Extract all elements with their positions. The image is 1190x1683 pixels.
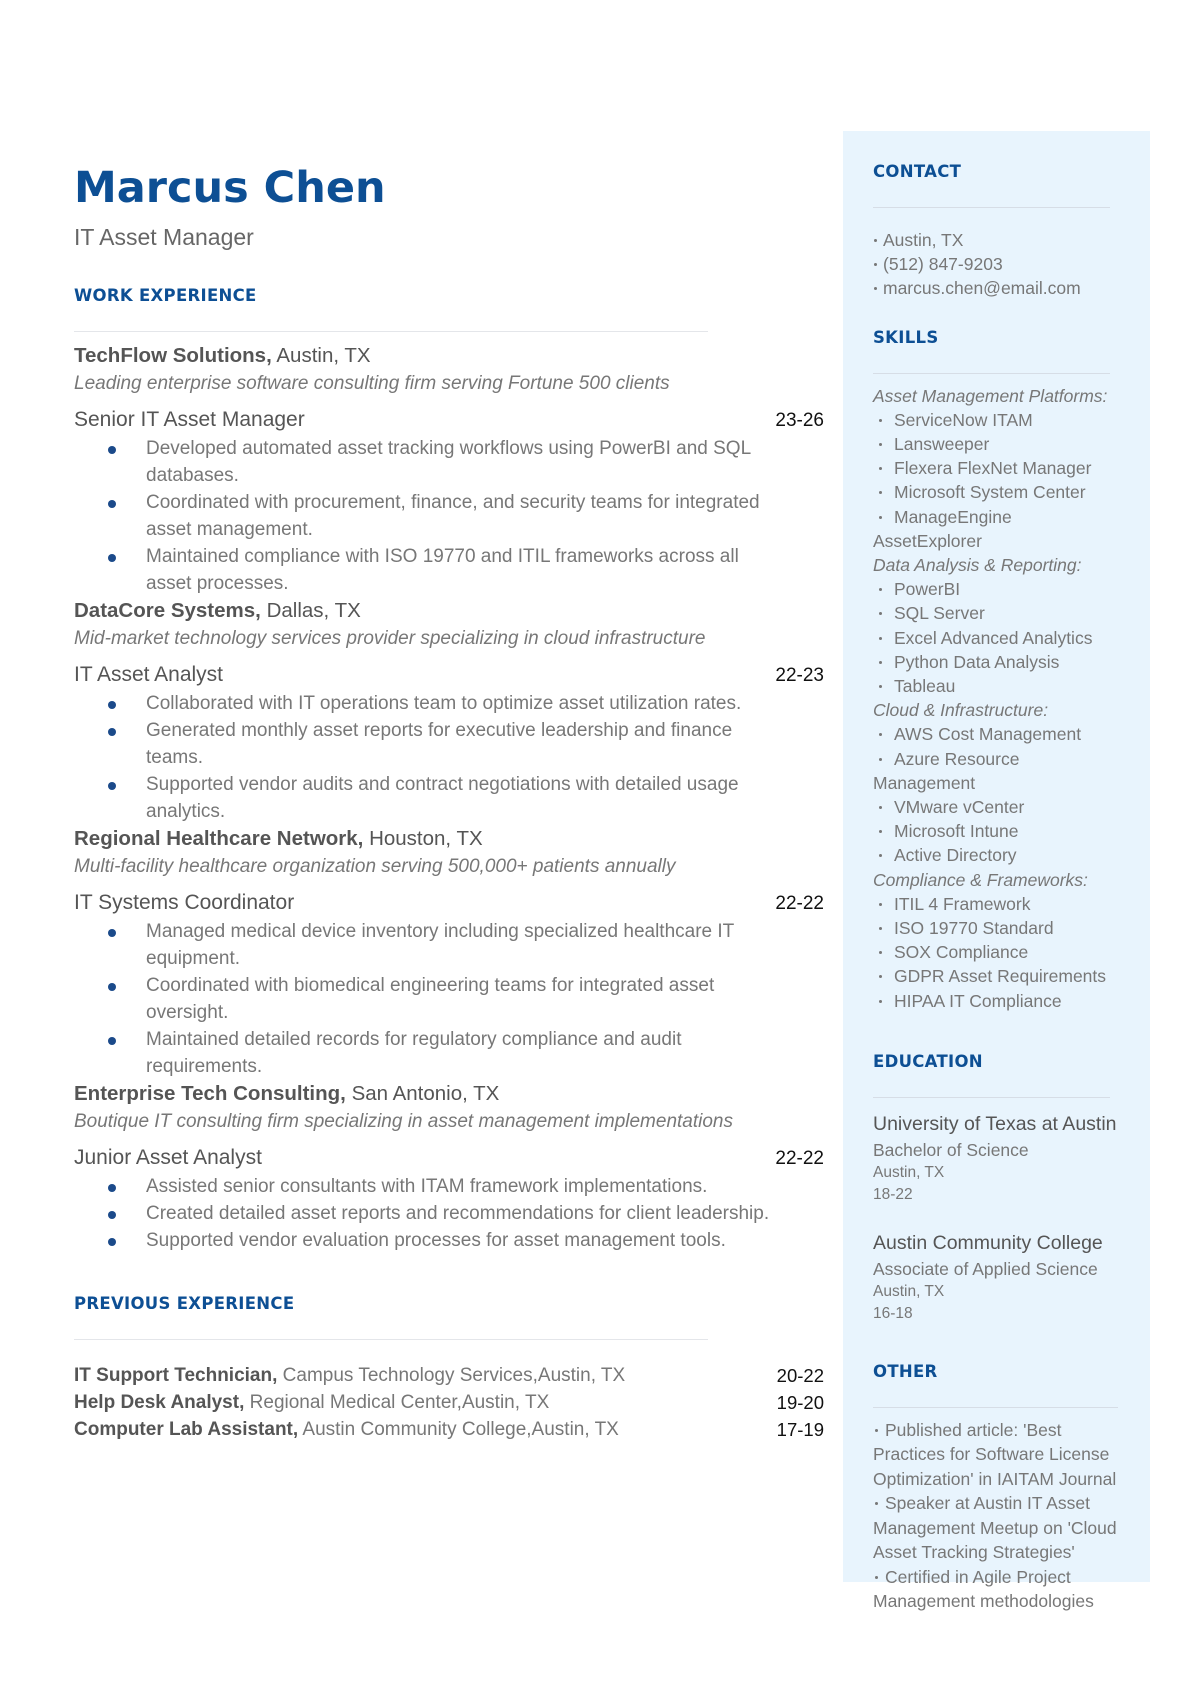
job-bullet xyxy=(74,717,824,771)
skill-text: ITIL 4 Framework xyxy=(894,893,1031,914)
skill-item xyxy=(873,892,1123,916)
job-dates: 23-26 xyxy=(775,410,824,431)
skill-text: SQL Server xyxy=(894,603,985,624)
bullet-icon xyxy=(874,287,877,290)
company-line xyxy=(74,342,824,370)
skill-item xyxy=(873,577,1123,601)
contact-heading: CONTACT xyxy=(873,162,962,181)
previous-job-dates: 17-19 xyxy=(776,1419,824,1440)
education-degree: Bachelor of Science xyxy=(873,1139,1029,1160)
job-bullet xyxy=(74,690,824,717)
skill-item xyxy=(873,674,1123,698)
other-item xyxy=(873,1565,1123,1614)
bullet-icon xyxy=(879,1000,882,1003)
education-heading: EDUCATION xyxy=(873,1051,983,1071)
bullet-icon xyxy=(879,758,882,761)
skill-item xyxy=(873,843,1123,867)
skill-text: Tableau xyxy=(894,676,956,697)
skills-divider xyxy=(873,373,1110,374)
skill-text: ManageEngine AssetExplorer xyxy=(873,506,1012,551)
job-entry xyxy=(74,825,824,1080)
bullet-icon xyxy=(108,446,116,454)
bullet-icon xyxy=(108,983,116,991)
skill-item xyxy=(873,480,1123,504)
education-school: University of Texas at Austin xyxy=(873,1112,1117,1135)
skill-text: ISO 19770 Standard xyxy=(894,918,1054,939)
skill-item xyxy=(873,916,1123,940)
education-entry xyxy=(873,1110,1123,1206)
company-location: San Antonio, TX xyxy=(351,1082,500,1105)
skill-text: PowerBI xyxy=(894,579,961,600)
bullet-icon xyxy=(879,419,882,422)
job-bullet xyxy=(74,918,824,972)
job-entry xyxy=(74,597,824,825)
bullet-icon xyxy=(879,685,882,688)
role-row xyxy=(74,406,824,435)
education-school: Austin Community College xyxy=(873,1231,1103,1254)
bullet-icon xyxy=(875,1429,878,1432)
bullet-text: Supported vendor audits and contract negotiations with detailed usage analytics. xyxy=(146,774,739,822)
company-description: Multi-facility healthcare organization serving 500,000+ patients annually xyxy=(74,856,676,877)
skill-text: AWS Cost Management xyxy=(894,724,1082,745)
skill-text: Azure Resource Management xyxy=(873,748,1020,793)
bullet-icon xyxy=(874,263,877,266)
job-dates: 22-22 xyxy=(775,893,824,914)
skill-item xyxy=(873,432,1123,456)
skill-text: Excel Advanced Analytics xyxy=(894,627,1093,648)
skill-item xyxy=(873,650,1123,674)
skill-item xyxy=(873,795,1123,819)
bullet-text: Coordinated with biomedical engineering teams for integrated asset oversight. xyxy=(146,975,715,1023)
bullet-icon xyxy=(879,733,882,736)
bullet-text: Generated monthly asset reports for executive leadership and finance teams. xyxy=(146,720,733,768)
job-bullet xyxy=(74,771,824,825)
other-text: Certified in Agile Project Management methodologies xyxy=(873,1566,1094,1612)
job-bullets xyxy=(74,918,824,1080)
job-bullets xyxy=(74,1173,824,1254)
skill-text: Microsoft System Center xyxy=(894,482,1086,503)
skill-category: Compliance & Frameworks: xyxy=(873,869,1088,890)
previous-job-org: Regional Medical Center,Austin, TX xyxy=(249,1392,550,1413)
previous-experience-list xyxy=(74,1362,824,1443)
company-name: Regional Healthcare Network, xyxy=(74,827,364,850)
job-bullet xyxy=(74,435,824,489)
bullet-icon xyxy=(875,1576,878,1579)
contact-divider xyxy=(873,207,1110,208)
skill-item xyxy=(873,989,1123,1013)
contact-email[interactable] xyxy=(873,276,1123,300)
bullet-text: Supported vendor evaluation processes for asset management tools. xyxy=(146,1230,726,1251)
skill-text: ServiceNow ITAM xyxy=(894,409,1033,430)
other-text: Speaker at Austin IT Asset Management Meetup on 'Cloud Asset Tracking Strategies' xyxy=(873,1493,1117,1563)
bullet-icon xyxy=(108,554,116,562)
other-divider xyxy=(873,1407,1118,1408)
skill-text: Active Directory xyxy=(894,845,1017,866)
company-description: Leading enterprise software consulting firm serving Fortune 500 clients xyxy=(74,373,670,394)
company-location: Houston, TX xyxy=(369,827,483,850)
sidebar xyxy=(843,131,1150,1612)
job-bullet xyxy=(74,543,824,597)
previous-job-dates: 19-20 xyxy=(776,1392,824,1413)
previous-job-role: Computer Lab Assistant, xyxy=(74,1419,299,1440)
skill-text: GDPR Asset Requirements xyxy=(894,966,1107,987)
education-location: Austin, TX xyxy=(873,1163,945,1181)
bullet-icon xyxy=(879,903,882,906)
contact-phone xyxy=(873,252,1123,276)
candidate-name: Marcus Chen xyxy=(74,163,386,213)
education-divider xyxy=(873,1097,1110,1098)
bullet-icon xyxy=(108,1184,116,1192)
other-heading: OTHER xyxy=(873,1361,938,1381)
job-entry xyxy=(74,342,824,597)
bullet-icon xyxy=(108,1037,116,1045)
skill-category: Asset Management Platforms: xyxy=(873,385,1108,406)
bullet-icon xyxy=(879,975,882,978)
bullet-icon xyxy=(108,929,116,937)
skill-item xyxy=(873,722,1123,746)
previous-job-row xyxy=(74,1416,824,1443)
job-role: IT Systems Coordinator xyxy=(74,891,295,914)
other-list xyxy=(873,1418,1123,1614)
contact-text: Austin, TX xyxy=(883,230,964,250)
contact-location xyxy=(873,228,1123,252)
company-description: Mid-market technology services provider specializing in cloud infrastructure xyxy=(74,628,706,649)
job-bullet xyxy=(74,972,824,1026)
bullet-icon xyxy=(108,728,116,736)
bullet-text: Created detailed asset reports and recommendations for client leadership. xyxy=(146,1203,770,1224)
other-item xyxy=(873,1491,1123,1565)
bullet-text: Collaborated with IT operations team to optimize asset utilization rates. xyxy=(146,693,742,714)
company-line xyxy=(74,825,824,853)
education-list xyxy=(873,1110,1123,1325)
main-column xyxy=(74,160,824,1443)
bullet-icon xyxy=(108,782,116,790)
skill-item xyxy=(873,626,1123,650)
bullet-icon xyxy=(879,637,882,640)
bullet-icon xyxy=(879,491,882,494)
skill-category: Cloud & Infrastructure: xyxy=(873,700,1049,721)
previous-job-org: Austin Community College,Austin, TX xyxy=(302,1419,619,1440)
skill-text: SOX Compliance xyxy=(894,942,1029,963)
bullet-icon xyxy=(874,239,877,242)
contact-list xyxy=(873,228,1123,301)
bullet-icon xyxy=(879,854,882,857)
role-row xyxy=(74,889,824,918)
previous-job-org: Campus Technology Services,Austin, TX xyxy=(282,1365,626,1386)
bullet-icon xyxy=(879,661,882,664)
education-degree: Associate of Applied Science xyxy=(873,1258,1098,1279)
company-location: Austin, TX xyxy=(276,344,371,367)
job-bullets xyxy=(74,435,824,597)
bullet-text: Maintained compliance with ISO 19770 and ITIL frameworks across all asset processes. xyxy=(146,546,739,594)
skill-item xyxy=(873,408,1123,432)
company-description: Boutique IT consulting firm specializing in asset management implementations xyxy=(74,1111,733,1132)
skill-text: Lansweeper xyxy=(894,434,990,455)
role-row xyxy=(74,1144,824,1173)
job-dates: 22-23 xyxy=(775,665,824,686)
previous-experience-divider xyxy=(74,1339,708,1340)
work-experience-heading: WORK EXPERIENCE xyxy=(74,286,257,305)
skill-text: Flexera FlexNet Manager xyxy=(894,458,1092,479)
bullet-icon xyxy=(108,500,116,508)
previous-job-dates: 20-22 xyxy=(776,1365,824,1386)
job-bullets xyxy=(74,690,824,825)
job-role: Senior IT Asset Manager xyxy=(74,408,305,431)
role-row xyxy=(74,661,824,690)
education-entry xyxy=(873,1229,1123,1325)
skill-text: HIPAA IT Compliance xyxy=(894,990,1062,1011)
skill-text: Python Data Analysis xyxy=(894,651,1060,672)
job-bullet xyxy=(74,1026,824,1080)
skill-category: Data Analysis & Reporting: xyxy=(873,555,1082,576)
skill-item xyxy=(873,747,1123,795)
sidebar-content xyxy=(873,161,1123,1614)
job-bullet xyxy=(74,489,824,543)
previous-job-role: IT Support Technician, xyxy=(74,1365,278,1386)
company-name: Enterprise Tech Consulting, xyxy=(74,1082,346,1105)
skill-item xyxy=(873,505,1123,553)
bullet-icon xyxy=(108,1211,116,1219)
skill-item xyxy=(873,456,1123,480)
company-location: Dallas, TX xyxy=(266,599,361,622)
work-experience-divider xyxy=(74,331,708,332)
bullet-icon xyxy=(879,443,882,446)
work-experience-list xyxy=(74,342,824,1254)
skill-item xyxy=(873,601,1123,625)
skills-heading: SKILLS xyxy=(873,327,939,347)
skill-text: VMware vCenter xyxy=(894,797,1025,818)
previous-job-role: Help Desk Analyst, xyxy=(74,1392,245,1413)
bullet-icon xyxy=(879,951,882,954)
bullet-text: Coordinated with procurement, finance, and security teams for integrated asset management. xyxy=(146,492,760,540)
skills-list xyxy=(873,384,1123,1013)
email-link[interactable]: marcus.chen@email.com xyxy=(883,278,1081,299)
education-location: Austin, TX xyxy=(873,1282,945,1300)
job-role: Junior Asset Analyst xyxy=(74,1146,262,1169)
bullet-icon xyxy=(879,516,882,519)
job-bullet xyxy=(74,1200,824,1227)
company-line xyxy=(74,1080,824,1108)
skill-item xyxy=(873,819,1123,843)
previous-job-row xyxy=(74,1362,824,1389)
company-line xyxy=(74,597,824,625)
bullet-icon xyxy=(108,1238,116,1246)
bullet-icon xyxy=(879,927,882,930)
bullet-text: Developed automated asset tracking workflows using PowerBI and SQL databases. xyxy=(146,438,751,486)
job-dates: 22-22 xyxy=(775,1148,824,1169)
bullet-icon xyxy=(879,806,882,809)
company-name: TechFlow Solutions, xyxy=(74,344,272,367)
skill-item xyxy=(873,940,1123,964)
education-dates: 16-18 xyxy=(873,1304,913,1322)
bullet-icon xyxy=(879,612,882,615)
job-entry xyxy=(74,1080,824,1254)
bullet-icon xyxy=(879,588,882,591)
other-text: Published article: 'Best Practices for Software License Optimization' in IAITAM Journal xyxy=(873,1419,1117,1489)
previous-job-row xyxy=(74,1389,824,1416)
education-dates: 18-22 xyxy=(873,1185,913,1203)
bullet-icon xyxy=(108,701,116,709)
contact-text: (512) 847-9203 xyxy=(883,254,1003,275)
skill-text: Microsoft Intune xyxy=(894,821,1019,842)
other-item xyxy=(873,1418,1123,1492)
skill-item xyxy=(873,964,1123,988)
bullet-text: Managed medical device inventory including specialized healthcare IT equipment. xyxy=(146,921,734,969)
bullet-text: Assisted senior consultants with ITAM framework implementations. xyxy=(146,1176,708,1197)
job-bullet xyxy=(74,1173,824,1200)
job-role: IT Asset Analyst xyxy=(74,663,224,686)
candidate-title: IT Asset Manager xyxy=(74,224,254,250)
company-name: DataCore Systems, xyxy=(74,599,261,622)
previous-experience-heading: PREVIOUS EXPERIENCE xyxy=(74,1294,295,1313)
bullet-icon xyxy=(875,1502,878,1505)
bullet-text: Maintained detailed records for regulatory compliance and audit requirements. xyxy=(146,1029,682,1077)
job-bullet xyxy=(74,1227,824,1254)
bullet-icon xyxy=(879,830,882,833)
bullet-icon xyxy=(879,467,882,470)
